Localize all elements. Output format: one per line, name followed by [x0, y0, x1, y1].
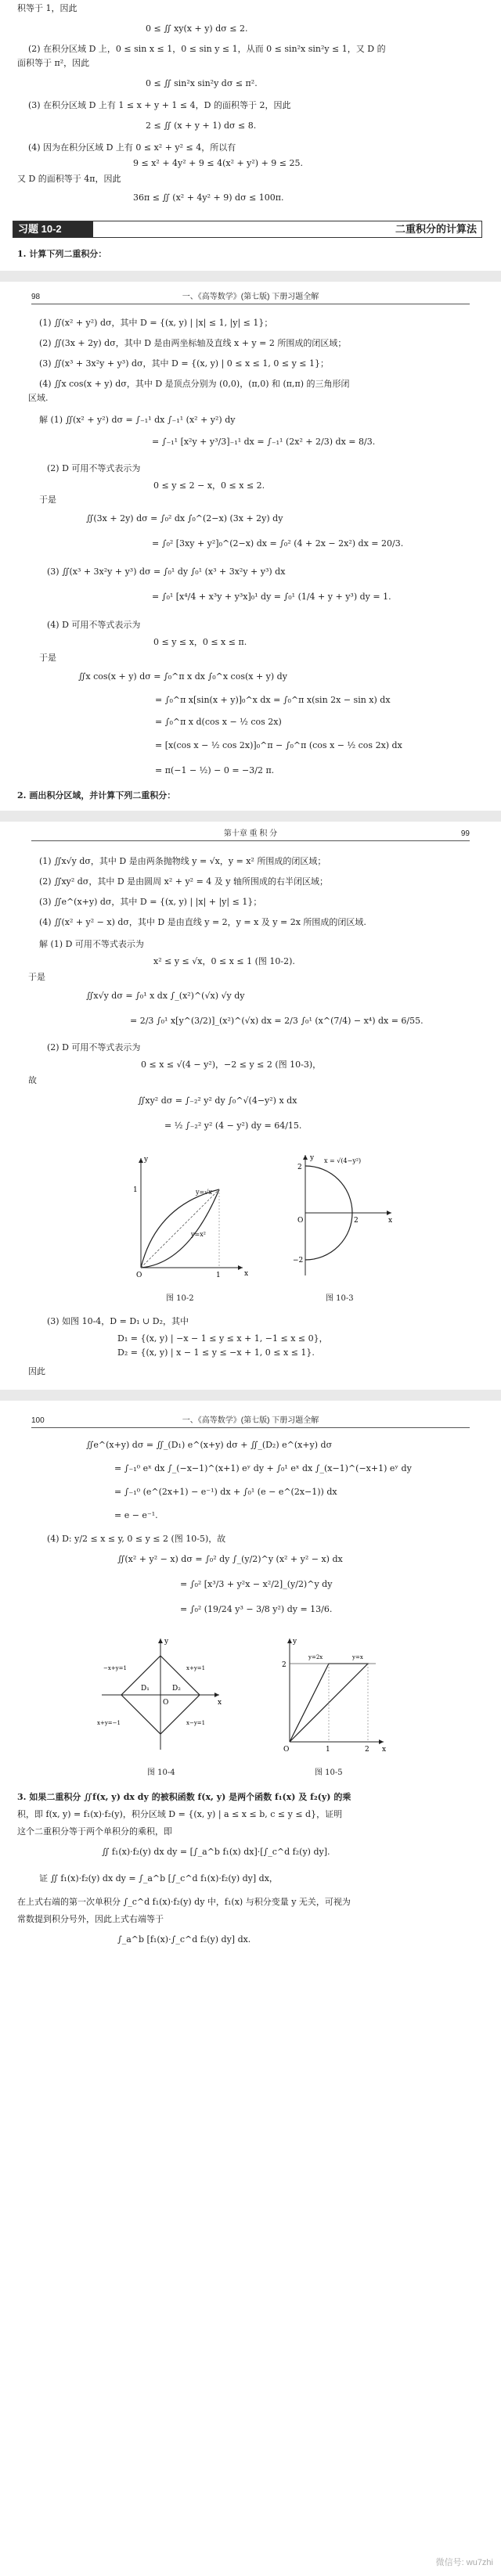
svg-text:−x+y=1: −x+y=1 [103, 1665, 127, 1671]
formula: ∬x cos(x + y) dσ = ∫₀^π x dx ∫₀^x cos(x + y) dy [78, 671, 287, 682]
formula: = ½ ∫₋₂² y² (4 − y²) dy = 64/15. [164, 1121, 302, 1131]
figure-caption: 图 10-3 [326, 1294, 354, 1303]
text-line: (4) ∬(x² + y² − x) dσ，其中 D 是由直线 y = 2，y = x 及 y = 2x 所围成的闭区域. [39, 917, 366, 927]
svg-text:2: 2 [297, 1164, 302, 1171]
section-tag: 习题 10-2 [13, 221, 93, 237]
formula: ∬xy² dσ = ∫₋₂² y² dy ∫₀^√(4−y²) x dx [138, 1096, 297, 1106]
formula: (3) ∬(x³ + 3x²y + y³) dσ = ∫₀¹ dy ∫₀¹ (x³ + 3x²y + y³) dx [47, 567, 286, 577]
text-line: 于是 [39, 495, 56, 505]
svg-text:x: x [218, 1699, 222, 1707]
text-line: 因此 [28, 1366, 45, 1376]
formula: 0 ≤ y ≤ 2 − x，0 ≤ x ≤ 2. [153, 480, 265, 491]
formula: = ∫₀¹ [x⁴/4 + x³y + y³x]₀¹ dy = ∫₀¹ (1/4 + y + y³) dy = 1. [152, 592, 391, 602]
page-header-title: 第十章 重 积 分 [223, 829, 278, 838]
svg-text:2: 2 [282, 1661, 287, 1669]
page-divider [0, 271, 501, 282]
svg-text:−2: −2 [293, 1257, 304, 1265]
svg-text:O: O [283, 1746, 290, 1754]
svg-text:2: 2 [354, 1217, 359, 1225]
text-line: 又 D 的面积等于 4π，因此 [17, 174, 121, 184]
svg-text:x: x [382, 1746, 387, 1754]
svg-text:x: x [388, 1217, 393, 1225]
text-line: (2) D 可用不等式表示为 [47, 1042, 141, 1052]
question-3: 3. 如果二重积分 ∬f(x, y) dx dy 的被积函数 f(x, y) 是两个函数 f₁(x) 及 f₂(y) 的乘 [17, 1792, 351, 1802]
figure-10-5 [274, 1632, 391, 1758]
svg-text:y=x²: y=x² [191, 1231, 206, 1238]
formula: = ∫₀^π x d(cos x − ½ cos 2x) [155, 717, 282, 727]
formula: 0 ≤ ∬ sin²x sin²y dσ ≤ π². [146, 78, 258, 88]
svg-text:y: y [293, 1638, 297, 1646]
svg-text:1: 1 [216, 1272, 221, 1279]
svg-text:y=√x: y=√x [196, 1189, 212, 1196]
svg-text:1: 1 [133, 1186, 138, 1194]
text-line: (4) D 可用不等式表示为 [47, 620, 141, 630]
formula: = ∫₀^π x[sin(x + y)]₀^x dx = ∫₀^π x(sin 2x − sin x) dx [155, 695, 391, 705]
figure-caption: 图 10-5 [315, 1768, 343, 1777]
formula: ∫_a^b [f₁(x)·∫_c^d f₂(y) dy] dx. [117, 1934, 251, 1945]
text-line: (4) ∬x cos(x + y) dσ，其中 D 是顶点分别为 (0,0)，(π,0) 和 (π,π) 的三角形闭 [39, 379, 350, 389]
svg-text:D₁: D₁ [141, 1685, 150, 1693]
page-divider [0, 1390, 501, 1401]
formula: = ∫₋₁¹ [x²y + y³/3]₋₁¹ dx = ∫₋₁¹ (2x² + 2/3) dx = 8/3. [152, 437, 376, 447]
formula: ∬ f₁(x)·f₂(y) dx dy = [∫_a^b f₁(x) dx]·[∫_c^d f₂(y) dy]. [102, 1847, 330, 1857]
formula: ∬(x² + y² − x) dσ = ∫₀² dy ∫_(y/2)^y (x² + y² − x) dx [117, 1554, 343, 1564]
text-line: 积等于 1，因此 [17, 3, 77, 13]
formula: ∬(3x + 2y) dσ = ∫₀² dx ∫₀^(2−x) (3x + 2y) dy [86, 513, 283, 523]
formula: 0 ≤ y ≤ x，0 ≤ x ≤ π. [153, 637, 247, 647]
svg-text:O: O [136, 1272, 142, 1279]
figure-10-4 [94, 1632, 227, 1758]
text-line: (4) D: y/2 ≤ x ≤ y, 0 ≤ y ≤ 2 (图 10-5)，故 [47, 1534, 226, 1544]
text-line: (3) ∬e^(x+y) dσ，其中 D = {(x, y) | |x| + |y| ≤ 1}； [39, 897, 262, 907]
text-line: (1) ∬(x² + y²) dσ，其中 D = {(x, y) | |x| ≤ 1, |y| ≤ 1}； [39, 318, 273, 328]
figure-label: x = √(4−y²) [324, 1157, 362, 1164]
text-line: (2) ∬(3x + 2y) dσ，其中 D 是由两坐标轴及直线 x + y = 2 所围成的闭区域； [39, 338, 347, 348]
svg-text:y: y [164, 1638, 169, 1646]
page-header [31, 290, 470, 304]
section-title: 二重积分的计算法 [395, 223, 477, 235]
formula: = e − e⁻¹. [114, 1510, 158, 1520]
text-line: (2) D 可用不等式表示为 [47, 463, 141, 473]
question-1: 1. 计算下列二重积分： [17, 249, 107, 259]
svg-text:O: O [297, 1217, 304, 1225]
svg-text:y: y [310, 1154, 315, 1162]
formula: 2 ≤ ∬ (x + y + 1) dσ ≤ 8. [146, 121, 257, 131]
text-line: (3) 如图 10-4，D = D₁ ∪ D₂，其中 [47, 1316, 189, 1326]
text-line: 于是 [39, 653, 56, 663]
svg-text:D₂: D₂ [172, 1685, 181, 1693]
formula: ∬e^(x+y) dσ = ∬_(D₁) e^(x+y) dσ + ∬_(D₂) e^(x+y) dσ [86, 1440, 333, 1450]
formula: = ∫₀² (19/24 y³ − 3/8 y²) dy = 13/6. [180, 1604, 333, 1614]
text-line: (2) 在积分区域 D 上，0 ≤ sin x ≤ 1，0 ≤ sin y ≤ 1，从而 0 ≤ sin²x sin²y ≤ 1，又 D 的 [28, 44, 386, 54]
text-line: (4) 因为在积分区域 D 上有 0 ≤ x² + y² ≤ 4，所以有 [28, 142, 236, 153]
text-line: (1) ∬x√y dσ，其中 D 是由两条抛物线 y = √x，y = x² 所围成的闭区域； [39, 856, 326, 866]
formula: 0 ≤ x ≤ √(4 − y²)，−2 ≤ y ≤ 2 (图 10-3)， [141, 1060, 322, 1070]
formula: = 2/3 ∫₀¹ x[y^(3/2)]_(x²)^(√x) dx = 2/3 ∫₀¹ (x^(7/4) − x⁴) dx = 6/55. [130, 1016, 424, 1026]
svg-text:x−y=1: x−y=1 [186, 1720, 206, 1726]
svg-text:2: 2 [365, 1746, 369, 1754]
text-line: 于是 [28, 972, 45, 982]
text-line: 在上式右端的第一次单积分 ∫_c^d f₁(x)·f₂(y) dy 中，f₁(x) 与积分变量 y 无关，可视为 [17, 1897, 351, 1907]
section-header [13, 221, 482, 238]
text-line: 积，即 f(x, y) = f₁(x)·f₂(y)，积分区域 D = {(x, y) | a ≤ x ≤ b, c ≤ y ≤ d}，证明 [17, 1809, 343, 1819]
page-header-title: 一、《高等数学》(第七版) 下册习题全解 [182, 293, 319, 301]
page-header [31, 1413, 470, 1428]
figure-10-2 [125, 1150, 250, 1283]
formula: 0 ≤ ∬ xy(x + y) dσ ≤ 2. [146, 23, 248, 34]
question-2: 2. 画出积分区域，并计算下列二重积分： [17, 790, 176, 801]
svg-text:1: 1 [326, 1746, 330, 1754]
formula: = π(−1 − ½) − 0 = −3/2 π. [155, 765, 275, 775]
text-line: 区域. [28, 393, 49, 403]
formula: ∬x√y dσ = ∫₀¹ x dx ∫_(x²)^(√x) √y dy [86, 991, 245, 1001]
svg-text:y: y [144, 1156, 149, 1164]
page-number: 99 [460, 829, 470, 838]
page-header [31, 826, 470, 841]
svg-text:x+y=1: x+y=1 [186, 1665, 206, 1671]
page-number: 98 [31, 293, 41, 301]
page-divider [0, 811, 501, 822]
formula: = ∫₀² [x³/3 + y²x − x²/2]_(y/2)^y dy [180, 1579, 333, 1589]
formula: = ∫₋₁⁰ (e^(2x+1) − e⁻¹) dx + ∫₀¹ (e − e^(2x−1)) dx [114, 1487, 337, 1497]
formula: D₂ = {(x, y) | x − 1 ≤ y ≤ −x + 1, 0 ≤ x ≤ 1}. [117, 1347, 315, 1358]
text-line: (3) 在积分区域 D 上有 1 ≤ x + y + 1 ≤ 4，D 的面积等于 2，因此 [28, 100, 291, 110]
figure-caption: 图 10-2 [166, 1294, 194, 1303]
svg-text:x+y=−1: x+y=−1 [97, 1720, 121, 1726]
text-line: (2) ∬xy² dσ，其中 D 是由圆周 x² + y² = 4 及 y 轴所围成的右半闭区域； [39, 876, 328, 887]
svg-text:x: x [244, 1270, 249, 1278]
page-number: 100 [31, 1416, 45, 1425]
formula: 9 ≤ x² + 4y² + 9 ≤ 4(x² + y²) + 9 ≤ 25. [133, 158, 304, 168]
formula: D₁ = {(x, y) | −x − 1 ≤ y ≤ x + 1, −1 ≤ x ≤ 0}， [117, 1333, 328, 1344]
formula: 证 ∬ f₁(x)·f₂(y) dx dy = ∫_a^b [∫_c^d f₁(x)·f₂(y) dy] dx， [39, 1873, 278, 1883]
text-line: 常数提到积分号外，因此上式右端等于 [17, 1914, 164, 1924]
svg-text:y=2x: y=2x [308, 1654, 323, 1660]
svg-text:O: O [163, 1699, 169, 1707]
formula: 解 (1) ∬(x² + y²) dσ = ∫₋₁¹ dx ∫₋₁¹ (x² + y²) dy [39, 415, 236, 425]
text-line: 故 [28, 1075, 37, 1085]
formula: 36π ≤ ∬ (x² + 4y² + 9) dσ ≤ 100π. [133, 192, 284, 203]
formula: = ∫₋₁⁰ eˣ dx ∫_(−x−1)^(x+1) eʸ dy + ∫₀¹ eˣ dx ∫_(x−1)^(−x+1) eʸ dy [114, 1463, 412, 1473]
formula: = ∫₀² [3xy + y²]₀^(2−x) dx = ∫₀² (4 + 2x − 2x²) dx = 20/3. [152, 538, 404, 549]
figure-caption: 图 10-4 [147, 1768, 175, 1777]
formula: = [x(cos x − ½ cos 2x)]₀^π − ∫₀^π (cos x − ½ cos 2x) dx [155, 740, 402, 750]
text-line: (3) ∬(x³ + 3x²y + y³) dσ，其中 D = {(x, y) | 0 ≤ x ≤ 1, 0 ≤ y ≤ 1}； [39, 358, 330, 369]
page-header-title: 一、《高等数学》(第七版) 下册习题全解 [182, 1416, 319, 1425]
watermark: 微信号: wu7zhi [435, 2558, 493, 2567]
text-line: 这个二重积分等于两个单积分的乘积，即 [17, 1826, 172, 1837]
text-line: 解 (1) D 可用不等式表示为 [39, 939, 144, 949]
figure-10-3 [282, 1150, 399, 1283]
text-line: 面积等于 π²，因此 [17, 58, 90, 68]
svg-text:y=x: y=x [352, 1654, 363, 1660]
formula: x² ≤ y ≤ √x，0 ≤ x ≤ 1 (图 10-2). [153, 956, 295, 966]
